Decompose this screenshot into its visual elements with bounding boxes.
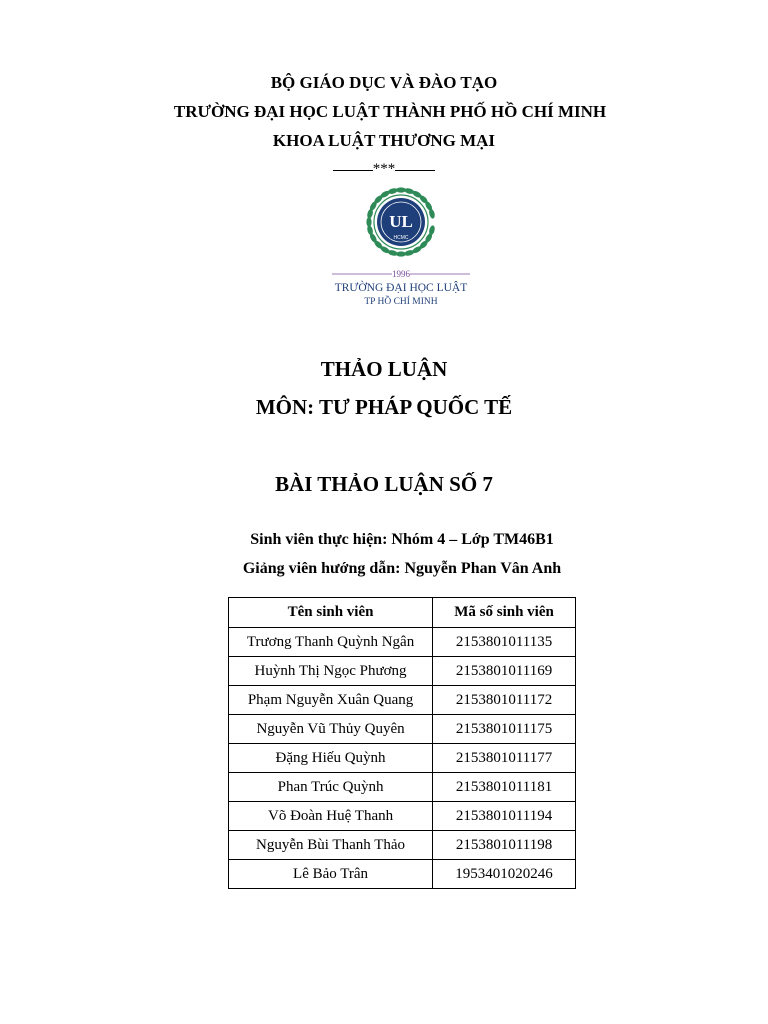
university-logo	[326, 186, 476, 308]
table-row	[229, 802, 576, 831]
student-name-cell: Trương Thanh Quỳnh Ngân	[229, 628, 433, 657]
student-name-cell: Võ Đoàn Huệ Thanh	[229, 802, 433, 831]
header-divider	[0, 160, 768, 178]
table-row	[229, 628, 576, 657]
faculty-heading: KHOA LUẬT THƯƠNG MẠI	[272, 131, 496, 150]
student-id-cell: 2153801011169	[433, 657, 576, 686]
table-row	[229, 744, 576, 773]
logo-badge: HCMC	[393, 235, 409, 241]
table-row	[229, 657, 576, 686]
divider-rule-left	[333, 170, 373, 171]
column-header-name: Tên sinh viên	[229, 598, 433, 628]
logo-monogram: UL	[389, 212, 413, 231]
logo-year: 1996	[392, 269, 410, 279]
performers-line: Sinh viên thực hiện: Nhóm 4 – Lớp TM46B1	[250, 531, 554, 548]
divider-rule-right	[395, 170, 435, 171]
student-name-cell: Huỳnh Thị Ngọc Phương	[229, 657, 433, 686]
assignment-title: BÀI THẢO LUẬN SỐ 7	[275, 472, 493, 496]
student-id-cell: 2153801011172	[433, 686, 576, 715]
student-id-cell: 2153801011181	[433, 773, 576, 802]
student-name-cell: Phan Trúc Quỳnh	[229, 773, 433, 802]
table-row	[229, 715, 576, 744]
table-row	[229, 831, 576, 860]
ministry-heading: BỘ GIÁO DỤC VÀ ĐÀO TẠO	[270, 73, 498, 92]
student-name-cell: Nguyễn Bùi Thanh Thảo	[229, 831, 433, 860]
student-name-cell: Lê Bảo Trân	[229, 860, 433, 889]
student-id-cell: 2153801011177	[433, 744, 576, 773]
student-id-cell: 1953401020246	[433, 860, 576, 889]
table-header-row	[229, 598, 576, 628]
student-id-cell: 2153801011194	[433, 802, 576, 831]
student-id-cell: 2153801011198	[433, 831, 576, 860]
instructor-line: Giảng viên hướng dẫn: Nguyễn Phan Vân Anh	[242, 560, 562, 577]
university-heading: TRƯỜNG ĐẠI HỌC LUẬT THÀNH PHỐ HỒ CHÍ MINH	[173, 102, 607, 121]
student-id-cell: 2153801011135	[433, 628, 576, 657]
table-row	[229, 860, 576, 889]
student-name-cell: Đặng Hiếu Quỳnh	[229, 744, 433, 773]
student-name-cell: Phạm Nguyễn Xuân Quang	[229, 686, 433, 715]
logo-name-line2: TP HỒ CHÍ MINH	[364, 297, 438, 307]
logo-name-line1: TRƯỜNG ĐẠI HỌC LUẬT	[334, 282, 468, 294]
table-row	[229, 773, 576, 802]
divider-stars: ***	[372, 161, 396, 177]
subject-title: MÔN: TƯ PHÁP QUỐC TẾ	[255, 395, 513, 419]
student-name-cell: Nguyễn Vũ Thủy Quyên	[229, 715, 433, 744]
document-title: THẢO LUẬN	[320, 357, 448, 381]
student-id-cell: 2153801011175	[433, 715, 576, 744]
table-row	[229, 686, 576, 715]
column-header-id: Mã số sinh viên	[433, 598, 576, 628]
student-table	[228, 597, 576, 889]
